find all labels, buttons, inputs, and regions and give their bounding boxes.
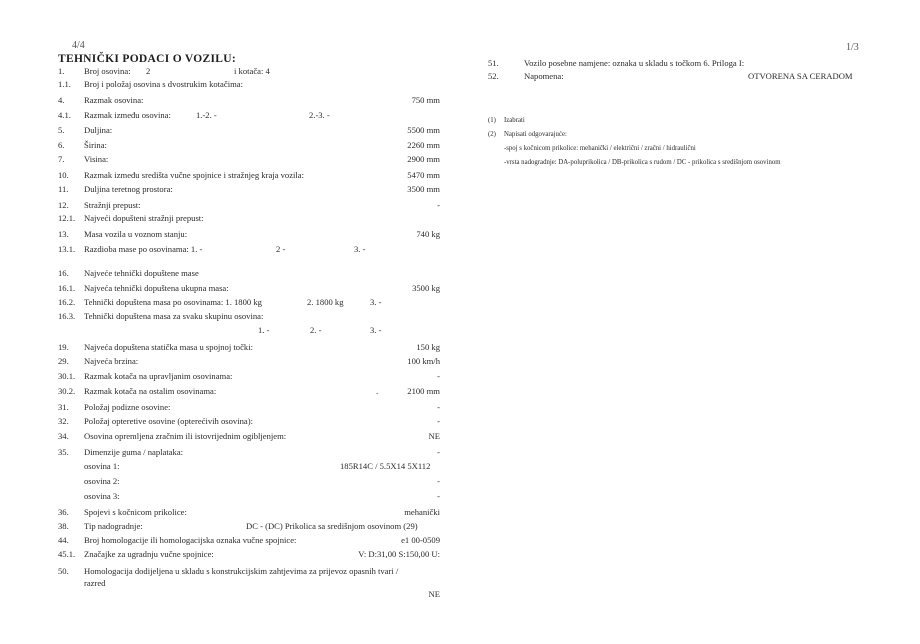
row-number: 16.1.	[58, 283, 76, 293]
row-label: Položaj podizne osovine:	[84, 402, 171, 412]
row-inline-value: .	[376, 386, 379, 396]
spec-row	[0, 461, 460, 475]
spec-row	[0, 371, 460, 385]
spec-row	[0, 311, 460, 325]
row-label: Najveći dopušteni stražnji prepust:	[84, 213, 204, 223]
row-label: Razmak kotača na ostalim osovinama:	[84, 386, 217, 396]
row-label: Širina:	[84, 140, 107, 150]
spec-row	[0, 431, 460, 445]
row-value: -	[437, 416, 440, 426]
row-label: Tehnički dopuštena masa za svaku skupinu osovina:	[84, 311, 264, 321]
row-number: 16.3.	[58, 311, 76, 321]
row-value: V: D:31,00 S:150,00 U:	[358, 549, 440, 559]
row-label: Položaj opteretive osovine (opterećivih osovina):	[84, 416, 253, 426]
spec-row	[0, 342, 460, 356]
row-inline-value: 2	[146, 66, 151, 76]
footnote-text: -vrsta nadogradnje: DA-poluprikolica / DB-prikolica s rudom / DC - prikolica s središnjom osovinom	[504, 159, 781, 166]
row-label: Značajke za ugradnju vučne spojnice:	[84, 549, 214, 559]
row-label: Duljina teretnog prostora:	[84, 184, 173, 194]
row-label: osovina 3:	[84, 491, 120, 501]
row-label: Homologacija dodijeljena u skladu s konstrukcijskim zahtjevima za prijevoz opasnih tvari /	[84, 566, 399, 576]
row-number: 16.2.	[58, 297, 76, 307]
row-number: 34.	[58, 431, 69, 441]
row-number: 32.	[58, 416, 69, 426]
row-inline-value: 2.-3. -	[309, 110, 330, 120]
row-label: Spojevi s kočnicom prikolice:	[84, 507, 187, 517]
row-inline-value: 185R14C / 5.5X14 5X112	[340, 461, 431, 471]
row-number: 12.	[58, 200, 69, 210]
spec-row	[0, 184, 460, 198]
row-value: -	[437, 447, 440, 457]
right-row-51	[0, 58, 920, 72]
row-label: Razdioba mase po osovinama: 1. -	[84, 244, 203, 254]
spec-row	[0, 491, 460, 505]
row-label: razred	[84, 578, 106, 588]
spec-row	[0, 416, 460, 430]
row-label: Broj i položaj osovina s dvostrukim kotačima:	[84, 79, 243, 89]
row-value: 2260 mm	[407, 140, 440, 150]
row-number: 1.	[58, 66, 65, 76]
row-inline-value: 2 -	[276, 244, 286, 254]
row-label: Masa vozila u voznom stanju:	[84, 229, 188, 239]
spec-row	[0, 356, 460, 370]
row-inline-value: 3. -	[354, 244, 366, 254]
footnote-mark: (1)	[488, 117, 496, 124]
spec-row	[0, 140, 460, 154]
row-label: Najveća tehnički dopuštena ukupna masa:	[84, 283, 229, 293]
row-label: Tip nadogradnje:	[84, 521, 143, 531]
row-number: 36.	[58, 507, 69, 517]
row-number: 45.1.	[58, 549, 76, 559]
row-label: Tehnički dopuštena masa po osovinama: 1. 1800 kg	[84, 297, 262, 307]
row-inline-value: 1.-2. -	[196, 110, 217, 120]
row-value: NE	[428, 589, 440, 599]
row-label: Najveća brzina:	[84, 356, 139, 366]
row-number: 4.	[58, 95, 65, 105]
row-number: 50.	[58, 566, 69, 576]
row-value: e1 00-0509	[401, 535, 440, 545]
spec-row	[0, 154, 460, 168]
row-label: Stražnji prepust:	[84, 200, 141, 210]
row-value: mehanički	[404, 507, 440, 517]
row-label: Najveća dopuštena statička masa u spojnoj točki:	[84, 342, 253, 352]
row-value: NE	[428, 431, 440, 441]
row-label: osovina 2:	[84, 476, 120, 486]
row-number: 52.	[488, 71, 499, 81]
row-number: 51.	[488, 58, 499, 68]
row-number: 6.	[58, 140, 65, 150]
row-number: 30.2.	[58, 386, 76, 396]
row-number: 16.	[58, 268, 69, 278]
spec-row	[0, 402, 460, 416]
row-number: 12.1.	[58, 213, 76, 223]
row-number: 29.	[58, 356, 69, 366]
row-value: -	[437, 476, 440, 486]
spec-row	[0, 535, 460, 549]
row-value: 3500 kg	[412, 283, 440, 293]
row-label: Razmak osovina:	[84, 95, 144, 105]
spec-row	[0, 95, 460, 109]
footnote-text: -spoj s kočnicom prikolice: mehanički / električni / zračni / hidraulični	[504, 145, 696, 152]
row-value: -	[437, 402, 440, 412]
spec-row	[0, 200, 460, 214]
row-label: Vozilo posebne namjene: oznaka u skladu s točkom 6. Priloga I:	[524, 58, 745, 68]
row-inline-value: 1. -	[258, 325, 270, 335]
row-value: 2100 mm	[407, 386, 440, 396]
row-label: Osovina opremljena zračnim ili istovrijednim ogibljenjem:	[84, 431, 287, 441]
row-number: 38.	[58, 521, 69, 531]
row-value: OTVORENA SA CERADOM	[748, 71, 853, 81]
row-number: 4.1.	[58, 110, 71, 120]
spec-row	[0, 476, 460, 490]
row-label: Razmak između osovina:	[84, 110, 171, 120]
right-row-52	[0, 71, 920, 85]
row-label: Broj homologacije ili homologacijska oznaka vučne spojnice:	[84, 535, 297, 545]
row-value: 2900 mm	[407, 154, 440, 164]
spec-row	[0, 549, 460, 563]
spec-row	[0, 589, 460, 603]
row-inline-value: 3. -	[370, 325, 382, 335]
footnote-text: Napisati odgovarajuće:	[504, 131, 567, 138]
row-number: 44.	[58, 535, 69, 545]
row-number: 19.	[58, 342, 69, 352]
row-value: 5500 mm	[407, 125, 440, 135]
spec-row	[0, 521, 460, 535]
spec-row	[0, 268, 460, 282]
row-value: -	[437, 491, 440, 501]
row-label: Razmak između središta vučne spojnice i stražnjeg kraja vozila:	[84, 170, 305, 180]
row-number: 7.	[58, 154, 65, 164]
spec-row	[0, 297, 460, 311]
row-label: Duljina:	[84, 125, 113, 135]
footnote-mark: (2)	[488, 131, 496, 138]
row-label: Dimenzije guma / naplataka:	[84, 447, 184, 457]
row-value: 150 kg	[416, 342, 440, 352]
spec-row	[0, 386, 460, 400]
document-title: TEHNIČKI PODACI O VOZILU:	[58, 53, 236, 65]
row-inline-value: 2. -	[310, 325, 322, 335]
row-value: 750 mm	[411, 95, 440, 105]
row-inline-value: 2. 1800 kg	[307, 297, 344, 307]
row-value: -	[437, 200, 440, 210]
row-inline-value: 3. -	[370, 297, 382, 307]
row-label: Najveće tehnički dopuštene mase	[84, 268, 199, 278]
row-number: 35.	[58, 447, 69, 457]
row-number: 11.	[58, 184, 69, 194]
row-label: Broj osovina:	[84, 66, 131, 76]
row-value: 100 km/h	[407, 356, 440, 366]
spec-row	[0, 325, 460, 339]
row-value: 3500 mm	[407, 184, 440, 194]
right-page-number: 1/3	[846, 42, 859, 53]
row-number: 30.1.	[58, 371, 76, 381]
spec-row	[0, 447, 460, 461]
row-number: 13.1.	[58, 244, 76, 254]
left-page-number: 4/4	[72, 40, 85, 51]
row-value: 740 kg	[416, 229, 440, 239]
spec-row	[0, 507, 460, 521]
row-value: -	[437, 371, 440, 381]
spec-row	[0, 170, 460, 184]
row-label: Napomena:	[524, 71, 564, 81]
row-label: Visina:	[84, 154, 109, 164]
row-value: 5470 mm	[407, 170, 440, 180]
row-number: 13.	[58, 229, 69, 239]
spec-row	[0, 229, 460, 243]
row-number: 10.	[58, 170, 69, 180]
row-number: 31.	[58, 402, 69, 412]
row-inline-value: DC - (DC) Prikolica sa središnjom osovinom (29)	[246, 521, 418, 531]
row-label: osovina 1:	[84, 461, 120, 471]
spec-row	[0, 244, 460, 258]
row-number: 5.	[58, 125, 65, 135]
row-number: 1.1.	[58, 79, 71, 89]
spec-row	[0, 110, 460, 124]
spec-row	[0, 125, 460, 139]
footnote-text: Izabrati	[504, 117, 525, 124]
spec-row	[0, 283, 460, 297]
spec-row	[0, 213, 460, 227]
row-label: Razmak kotača na upravljanim osovinama:	[84, 371, 233, 381]
row-inline-value: i kotača: 4	[234, 66, 270, 76]
